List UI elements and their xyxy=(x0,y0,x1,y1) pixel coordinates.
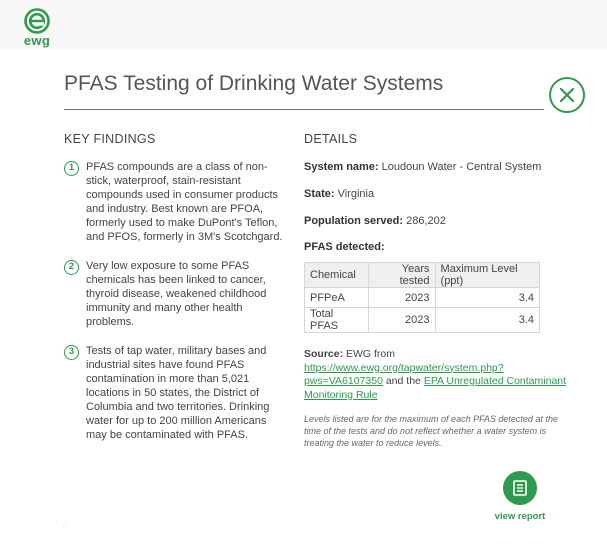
population-row xyxy=(304,214,574,228)
levels-note: Levels listed are for the maximum of each PFAS detected at the time of the tests and do not reflect whether a water system is treating the water to reduce levels. xyxy=(304,414,558,448)
table-row xyxy=(305,288,540,308)
years-tested-cell: 2023 xyxy=(368,308,435,333)
finding-number-badge: 2 xyxy=(64,260,79,275)
source-middle-text: and the xyxy=(385,375,421,387)
title-divider xyxy=(64,109,544,110)
state-row xyxy=(304,187,574,201)
finding-text: PFAS compounds are a class of non-stick, waterproof, stain-resistant compounds used in consumer products and industry. Best known are PFOA, formerly used to make DuPont's Teflon, and PFOS, formerly in 3M's Scotchgard. xyxy=(86,161,283,243)
view-report-circle[interactable] xyxy=(503,471,537,505)
document-icon xyxy=(513,480,527,496)
chemical-cell: PFPeA xyxy=(305,288,369,308)
source-prefix: EWG from xyxy=(346,348,396,360)
finding-number-badge: 3 xyxy=(64,345,79,360)
population-value: 286,202 xyxy=(406,215,446,227)
close-button[interactable] xyxy=(549,77,585,113)
pfas-detected-label: PFAS detected: xyxy=(304,241,385,253)
state-value: Virginia xyxy=(337,188,375,200)
source-label: Source: xyxy=(304,348,344,360)
details-section xyxy=(304,132,574,449)
ewg-logo-icon xyxy=(24,8,50,34)
finding-item xyxy=(64,259,286,329)
finding-text: Very low exposure to some PFAS chemicals has been linked to cancer, thyroid disease, weakened childhood immunity and many other health problems. xyxy=(86,260,267,328)
chemical-cell: Total PFAS xyxy=(305,308,369,333)
key-findings-section xyxy=(64,132,286,457)
ewg-tapwater-link[interactable]: https://www.ewg.org/tapwater/system.php?pws=VA6107350 xyxy=(304,361,504,387)
details-heading: DETAILS xyxy=(304,132,358,146)
footer-mark: . xyxy=(63,522,65,529)
table-row xyxy=(305,308,540,333)
population-label: Population served: xyxy=(304,215,404,227)
column-header-maximum-level: Maximum Level (ppt) xyxy=(435,263,539,288)
column-header-years-tested: Years tested xyxy=(368,263,435,288)
logo-wordmark: ewg xyxy=(23,33,51,48)
view-report-label[interactable]: view report xyxy=(494,511,546,522)
finding-item xyxy=(64,160,286,244)
table-header-row xyxy=(305,263,540,288)
epa-ucmr-link[interactable]: EPA Unregulated Contaminant Monitoring Rule xyxy=(304,375,567,401)
ewg-logo[interactable] xyxy=(22,8,52,48)
system-name-label: System name: xyxy=(304,161,379,173)
maximum-level-cell: 3.4 xyxy=(435,308,539,333)
close-icon xyxy=(559,87,575,103)
system-name-row xyxy=(304,160,574,174)
years-tested-cell: 2023 xyxy=(368,288,435,308)
modal-title: PFAS Testing of Drinking Water Systems xyxy=(64,72,444,95)
key-findings-heading: KEY FINDINGS xyxy=(64,132,156,146)
column-header-chemical: Chemical xyxy=(305,263,369,288)
state-label: State: xyxy=(304,188,335,200)
top-bar xyxy=(0,0,607,50)
source-citation xyxy=(304,348,574,402)
finding-text: Tests of tap water, military bases and industrial sites have found PFAS contamination in more than 5,021 locations in 50 states, the District of Columbia and two territories. Drinking water for up to 200 million Americans may be contaminated with PFAS. xyxy=(86,345,270,441)
finding-item xyxy=(64,344,286,442)
view-report-button[interactable] xyxy=(494,471,546,522)
pfas-table xyxy=(304,262,540,333)
system-name-value: Loudoun Water - Central System xyxy=(381,161,542,173)
finding-number-badge: 1 xyxy=(64,161,79,176)
maximum-level-cell: 3.4 xyxy=(435,288,539,308)
